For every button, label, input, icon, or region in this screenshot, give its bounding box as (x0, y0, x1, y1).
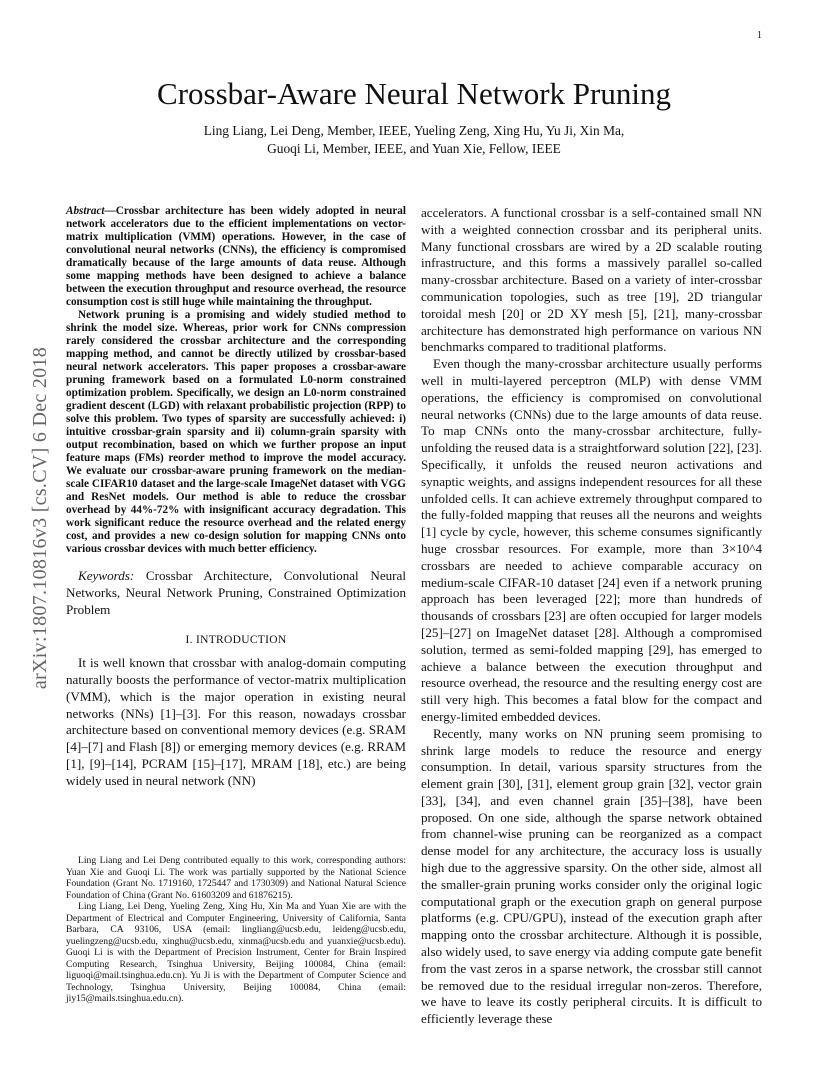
left-column (66, 205, 406, 790)
footnote-paragraph-1: Ling Liang and Lei Deng contributed equally to this work, corresponding authors: Yuan Xie and Guoqi Li. The work was partially supported by the National Science Foundation (Grant No. 1719160, 1725447 and 1730309) and National Natural Science Foundation of China (Grant No. 61603209 and 61876215). (66, 855, 406, 901)
intro-paragraph-continued: accelerators. A functional crossbar is a self-contained small NN with a weighted connection crossbar and its peripheral units. Many functional crossbars are wired by a 2D scalable routing infrastructure, and this forms a massively parallel so-called many-crossbar architecture. Based on a variety of inter-crossbar communication topologies, such as tree [19], 2D triangular toroidal mesh [20] or 2D XY mesh [5], [21], many-crossbar architecture has demonstrated high performance on various NN benchmarks compared to traditional platforms. (421, 205, 762, 355)
abstract-text-1: Crossbar architecture has been widely adopted in neural network accelerators due to the efficient implementations on vector-matrix multiplication (VMM) operations. However, in the case of convolutional neural networks (CNNs), the efficiency is compromised dramatically because of the large amounts of data reuse. Although some mapping methods have been designed to achieve a balance between the execution throughput and resource overhead, the resource consumption cost is still huge while maintaining the throughput. (66, 205, 406, 308)
intro-paragraph-2: Even though the many-crossbar architecture usually performs well in multi-layered perceptron (MLP) with dense VMM operations, the efficiency is compromised on convolutional neural networks (CNNs) due to the large amounts of data reuse. To map CNNs onto the many-crossbar architecture, fully-unfolding the reused data is a straightforward solution [22], [23]. Specifically, it unfolds the reused neuron activations and synaptic weights, and assigns independent resources for all these unfolded cells. It can achieve extremely throughput compared to the fully-folded mapping that reuses all the neurons and weights [1] cycle by cycle, however, this scheme consumes significantly huge crossbar resources. For example, more than 3×10^4 crossbars are needed to achieve comparable accuracy on medium-scale CIFAR-10 dataset [24] even if a network pruning approach has been leveraged [22]; more than hundreds of thousands of crossbars [23] are often occupied for larger models [25]–[27] on ImageNet dataset [28]. Although a compromised solution, termed as semi-folded mapping [29], has emerged to achieve a balance between the execution throughput and resource overhead, the resource and the resulting energy cost are still very high. This becomes a fatal blow for the compact and energy-limited embedded devices. (421, 356, 762, 724)
keywords-text: Crossbar Architecture, Convolutional Neural Networks, Neural Network Pruning, Constrained Optimization Problem (66, 568, 406, 617)
section-heading-introduction: I. INTRODUCTION (185, 634, 287, 647)
footnote (66, 855, 406, 1005)
keywords-heading: Keywords: (78, 568, 135, 583)
abstract-paragraph-2: Network pruning is a promising and widely studied method to shrink the model size. Whereas, prior work for CNNs compression rarely considered the crossbar architecture and the corresponding mapping method, and cannot be directly utilized by crossbar-based neural network accelerators. This paper proposes a crossbar-aware pruning framework based on a formulated L0-norm constrained optimization problem. Specifically, we design an L0-norm constrained gradient descent (LGD) with relaxant probabilistic projection (RPP) to solve this problem. Two types of sparsity are successfully achieved: i) intuitive crossbar-grain sparsity and ii) column-grain sparsity with output recombination, based on which we further propose an input feature maps (FMs) reorder method to improve the model accuracy. We evaluate our crossbar-aware pruning framework on the median-scale CIFAR10 dataset and the large-scale ImageNet dataset with VGG and ResNet models. Our method is able to reduce the crossbar overhead by 44%-72% with insignificant accuracy degradation. This work significant reduce the resource overhead and the related energy cost, and provides a new co-design solution for mapping CNNs onto various crossbar devices with much better efficiency. (66, 309, 406, 555)
footnote-paragraph-2: Ling Liang, Lei Deng, Yueling Zeng, Xing Hu, Xin Ma and Yuan Xie are with the Department of Electrical and Computer Engineering, University of California, Santa Barbara, CA 93106, USA (email: lingliang@ucsb.edu, leideng@ucsb.edu, yuelingzeng@ucsb.edu, xinghu@ucsb.edu, xinma@ucsb.edu and yuanxie@ucsb.edu). Guoqi Li is with the Department of Precision Instrument, Center for Brain Inspired Computing Research, Tsinghua University, Beijing 100084, China (email: liguoqi@mail.tsinghua.edu.cn). Yu Ji is with the Department of Computer Science and Technology, Tsinghua University, Beijing 100084, China (email: jiy15@mails.tsinghua.edu.cn). (66, 901, 406, 1004)
keywords (66, 568, 406, 618)
intro-paragraph-3: Recently, many works on NN pruning seem promising to shrink large models to reduce the resource and energy consumption. In detail, various sparsity structures from the element grain [30], [31], element group grain [32], vector grain [33], [34], and even channel grain [35]–[38], have been proposed. On one side, although the sparse network obtained from channel-wise pruning can be reorganized as a compact dense model for any architecture, the accuracy loss is usually high due to the aggressive sparsity. On the other side, almost all the smaller-grain pruning works consider only the original logic computational graph or the execution graph on general purpose platforms (e.g. CPU/GPU), instead of the execution graph after mapping onto the crossbar architecture. Although it is possible, also widely used, to save energy via adding compute gate benefit from the vast zeros in a sparse network, the crossbar still cannot be removed due to the residual irregular non-zeros. Therefore, we have to leave its costly peripheral circuits. It is difficult to efficiently leverage these (421, 725, 762, 1027)
intro-paragraph-left: It is well known that crossbar with analog-domain computing naturally boosts the performance of vector-matrix multiplication (VMM), which is the major operation in existing neural networks (NNs) [1]–[3]. For this reason, nowadays crossbar architecture based on conventional memory devices (e.g. SRAM [4]–[7] and Flash [8]) or emerging memory devices (e.g. RRAM [1], [9]–[14], PCRAM [15]–[17], MRAM [18], etc.) are being widely used in neural network (NN) (66, 655, 406, 788)
paper-title: Crossbar-Aware Neural Network Pruning (157, 76, 671, 111)
page-number: 1 (757, 30, 762, 41)
author-list (130, 122, 698, 158)
author-line-2: Guoqi Li, Member, IEEE, and Yuan Xie, Fellow, IEEE (267, 141, 561, 156)
right-column (421, 205, 762, 1028)
author-line-1: Ling Liang, Lei Deng, Member, IEEE, Yueling Zeng, Xing Hu, Yu Ji, Xin Ma, (203, 123, 625, 138)
abstract-heading: Abstract— (66, 205, 116, 217)
arxiv-identifier: arXiv:1807.10816v3 [cs.CV] 6 Dec 2018 (29, 346, 51, 690)
abstract-paragraph-1 (66, 205, 406, 309)
